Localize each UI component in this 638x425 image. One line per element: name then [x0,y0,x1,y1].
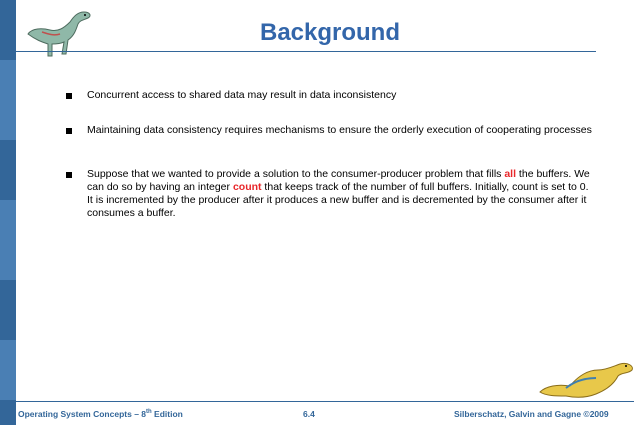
footer-page-number: 6.4 [303,409,315,419]
header-divider [16,51,596,52]
bullet-text-3-post: that keeps track of the number of full buffers. Initially, count is set to 0. It is incremented by the producer after it produces a new buffer and is decremented by the consumer after it consumes a buffer. [87,181,589,219]
bullet-text-1: Concurrent access to shared data may result in data inconsistency [87,89,397,101]
bullet-text-2: Maintaining data consistency requires mechanisms to ensure the orderly execution of cooperating processes [87,124,592,136]
highlight-count: count [232,181,262,193]
footer-book-title-suffix: Edition [151,409,183,419]
slide-title: Background [259,19,400,46]
side-bar [0,0,16,425]
bullet-text-3-mid: the buffers. We can do so by having an integer [87,168,590,193]
dinosaur-icon [22,4,102,62]
bullet-square-icon [66,172,72,178]
bullet-text-3 [87,168,592,220]
bullet-text-3-pre: Suppose that we wanted to provide a solution to the consumer-producer problem that fills [87,168,505,180]
side-bar-segment [0,340,16,400]
footer-divider [16,401,634,402]
highlight-all: all [504,168,517,180]
footer-authors: Silberschatz, Galvin and Gagne ©2009 [454,409,609,419]
dinosaur-icon [536,356,636,404]
bullet-square-icon [66,93,72,99]
side-bar-segment [0,60,16,140]
footer-book-title-text: Operating System Concepts – 8 [18,409,147,419]
bullet-square-icon [66,128,72,134]
footer-book-title [18,409,183,419]
footer-book-title-sup: th [146,409,152,416]
side-bar-segment [0,200,16,280]
